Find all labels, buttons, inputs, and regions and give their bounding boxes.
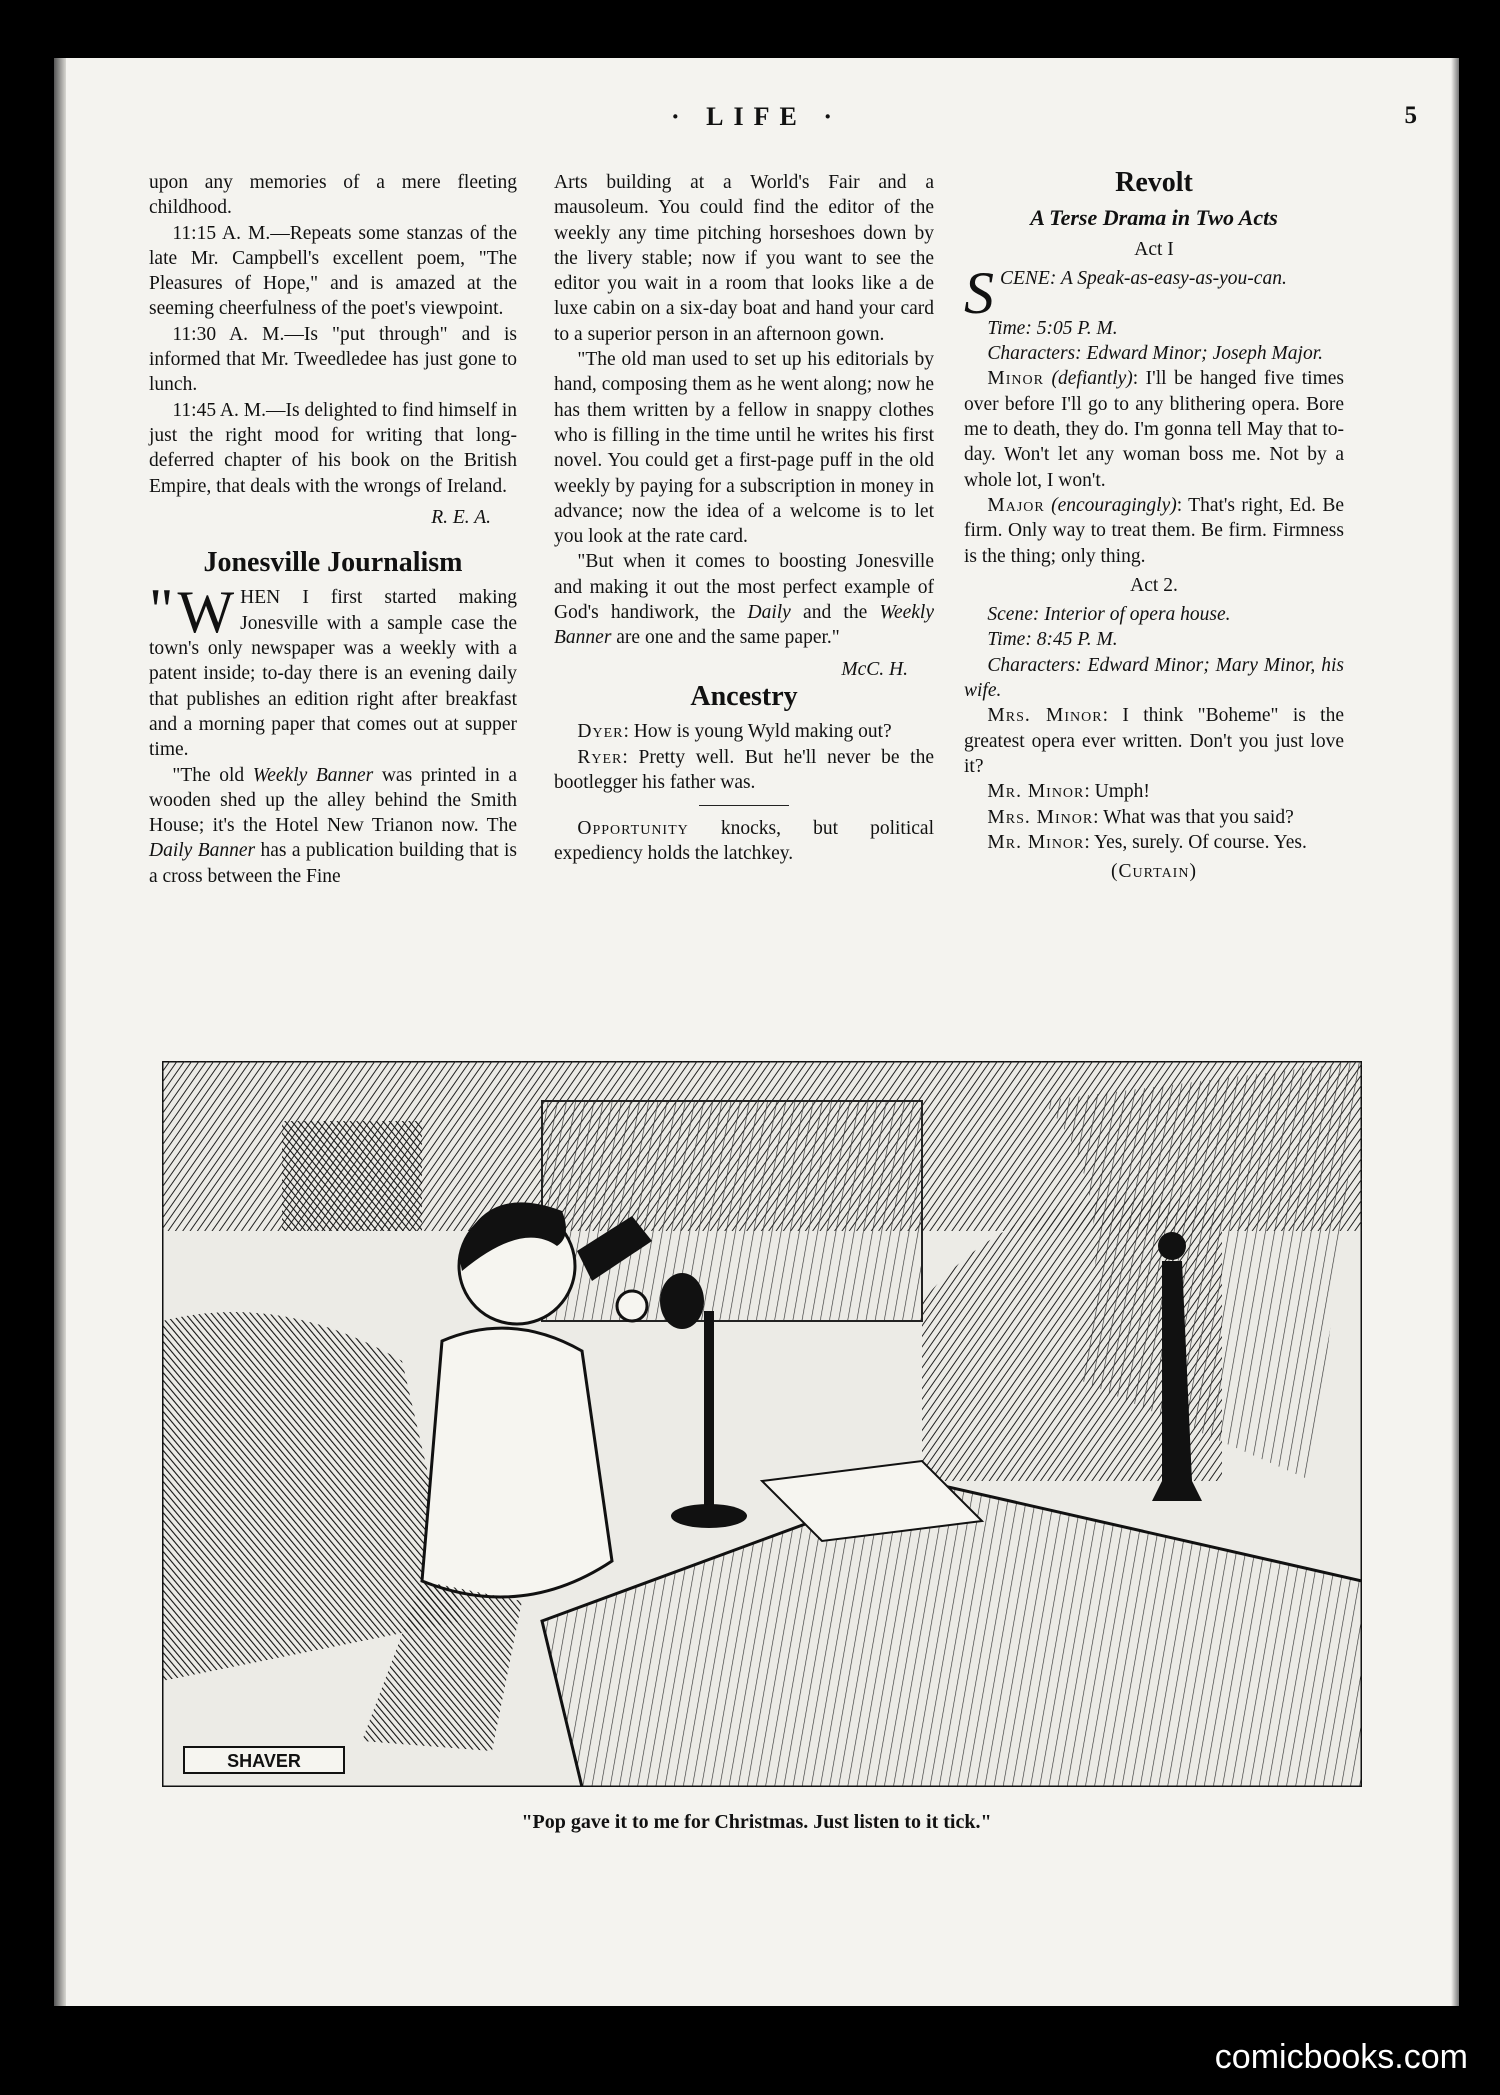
page-edge-shadow (1451, 58, 1459, 2006)
paragraph: 11:45 A. M.—Is delighted to find himself in just the right mood for writing that long-deferred chapter of his book on the British Empire, that deals with the wrongs of Ireland. (149, 399, 517, 497)
dialogue-line: Ryer: Pretty well. But he'll never be the bootlegger his father was. (554, 746, 934, 793)
drop-cap: W (177, 579, 235, 646)
column-2 (554, 170, 934, 867)
stage-direction: Time: 5:05 P. M. (987, 317, 1118, 339)
dialogue-line: Mr. Minor: Yes, surely. Of course. Yes. (987, 831, 1307, 853)
stage-direction: Characters: Edward Minor; Mary Minor, his wife. (964, 654, 1344, 702)
dialogue-line: Mrs. Minor: I think "Boheme" is the greatest opera ever written. Don't you just love it? (964, 705, 1344, 777)
paragraph: " W HEN I first started making Jonesville with a sample case the town's only newspaper was a weekly with a patent inside; to-day there is an evening daily that publishes an edition right after breakfast and a morning paper that comes out at supper time. (149, 577, 517, 761)
wall-frame (282, 1121, 422, 1231)
drop-cap: S (964, 259, 994, 326)
page-number: 5 (1404, 102, 1417, 129)
magazine-page (54, 58, 1459, 2006)
stage-direction: SCENE: A Speak-as-easy-as-you-can. (964, 259, 1287, 326)
article-title: Jonesville Journalism (203, 547, 463, 579)
paragraph: Arts building at a World's Fair and a mausoleum. You could find the editor of the weekly any time pitching horseshoes down by the livery stable; now if you want to see the editor you wait in a room that looks like a de luxe cabin on a six-day boat and hand your card to a superior person in an afternoon gown. (554, 172, 934, 345)
stage-direction: Scene: Interior of opera house. (987, 604, 1231, 626)
paragraph: 11:15 A. M.—Repeats some stanzas of the late Mr. Campbell's excellent poem, "The Pleasures of Hope," and is amazed at the seeming cheerfulness of the poet's viewpoint. (149, 222, 517, 320)
divider-rule (699, 805, 789, 806)
act-heading: Act I (1134, 238, 1174, 260)
paragraph: "But when it comes to boosting Jonesville and making it out the most perfect example of God's handiwork, the Daily and the Weekly Banner are one and the same paper." (554, 551, 934, 649)
dialogue-line: Minor (defiantly): I'll be hanged five times over before I'll go to any blithering opera. Bore me to death, they do. I'm gonna tell May that to-day. Won't let any woman boss me. Not by a whole lot, I won't. (964, 368, 1344, 491)
article-title: Revolt (1115, 167, 1193, 198)
spine-shadow (54, 58, 66, 2006)
watch-icon (617, 1291, 647, 1321)
window (542, 1101, 922, 1321)
dialogue-line: Mr. Minor: Umph! (987, 781, 1150, 803)
running-header: · LIFE · (670, 102, 843, 131)
curtain-line: (Curtain) (1111, 861, 1197, 883)
column-3 (964, 167, 1344, 888)
paragraph: 11:30 A. M.—Is "put through" and is informed that Mr. Tweedledee has just gone to lunch. (149, 323, 517, 396)
author-signature: R. E. A. (431, 506, 491, 528)
stage-direction: Time: 8:45 P. M. (987, 629, 1118, 651)
column-1 (149, 170, 517, 889)
dialogue-line: Dyer: How is young Wyld making out? (577, 721, 892, 743)
artist-signature: SHAVER (227, 1751, 301, 1771)
cartoon-illustration (162, 1061, 1362, 1787)
watermark: comicbooks.com (1214, 2038, 1468, 2076)
stage-direction: Characters: Edward Minor; Joseph Major. (987, 343, 1324, 365)
illustration-caption: "Pop gave it to me for Christmas. Just listen to it tick." (521, 1811, 992, 1833)
paragraph: "The old Weekly Banner was printed in a wooden shed up the alley behind the Smith House; it's the Hotel New Trianon now. The Daily Banner has a publication building that is a cross between the Fine (149, 764, 517, 887)
opening-quote: " (149, 577, 174, 644)
article-subtitle: A Terse Drama in Two Acts (1030, 205, 1278, 231)
dialogue-line: Mrs. Minor: What was that you said? (987, 806, 1294, 828)
author-signature: McC. H. (841, 658, 908, 680)
dialogue-line: Major (encouragingly): That's right, Ed. Be firm. Only way to treat them. Be firm. Firmness is the thing; only thing. (964, 494, 1344, 567)
paragraph: upon any memories of a mere fleeting childhood. (149, 172, 517, 219)
article-title: Ancestry (690, 680, 798, 712)
paragraph: "The old man used to set up his editorials by hand, composing them as he went along; now he has them written by a fellow in snappy clothes who is filling in the time until he writes his first novel. You could get a first-page puff in the old weekly by paying for a subscription in money in advance; now the idea of a welcome is to let you look at the rate card. (554, 349, 934, 548)
act-heading: Act 2. (1130, 574, 1178, 596)
paragraph: Opportunity knocks, but political expediency holds the latchkey. (554, 818, 934, 865)
